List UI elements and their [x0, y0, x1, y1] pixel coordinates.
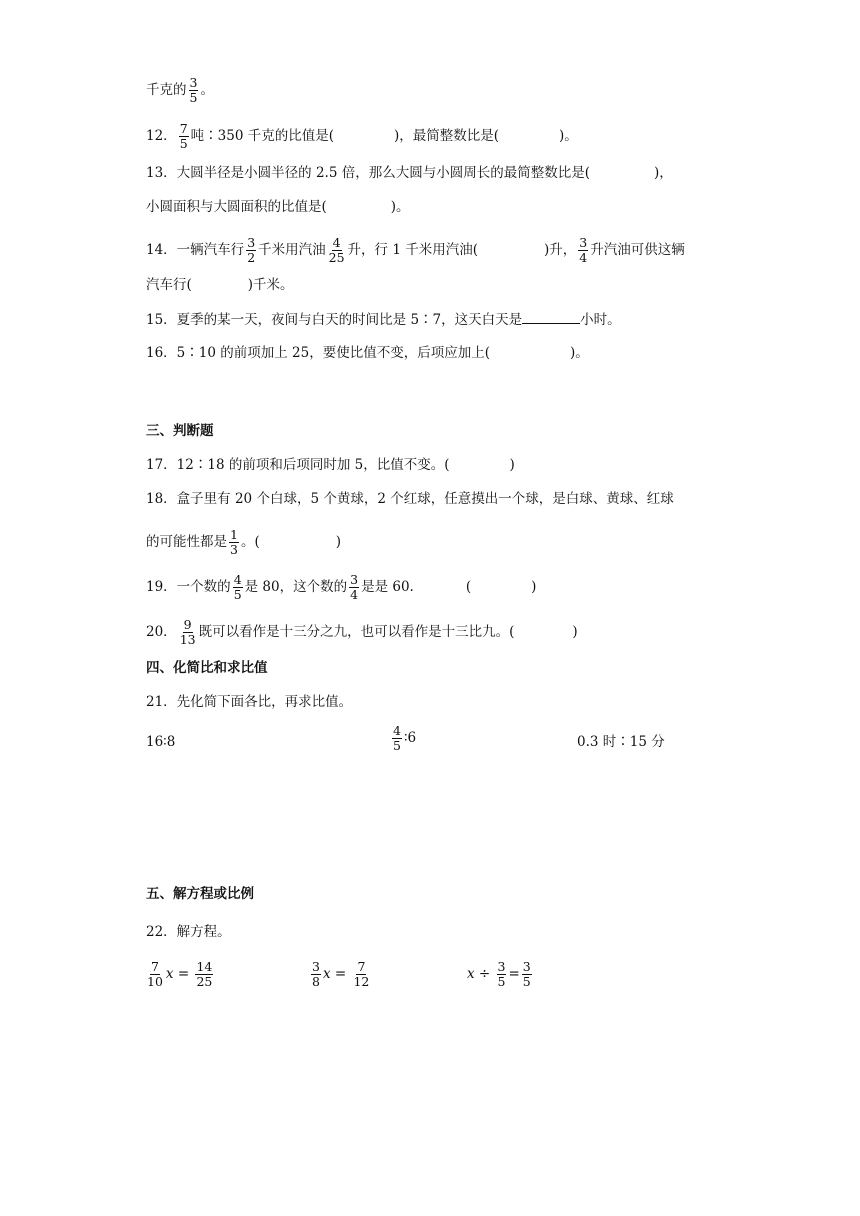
section-heading-3: 三、判断题 [146, 423, 214, 439]
question-19: 19．一个数的 $\frac{4}{5}$ 是 80，这个数的 $\frac{3}{4}$ 是是 60. ( ) [146, 572, 537, 602]
answer-underline[interactable] [522, 309, 580, 324]
question-15: 15．夏季的某一天，夜间与白天的时间比是 5∶7，这天白天是 小时。 [146, 309, 621, 330]
question-16: 16．5∶10 的前项加上 25，要使比值不变，后项应加上( )。 [146, 345, 589, 361]
fraction: $\frac{3}{4}$ [579, 235, 588, 265]
question-18-line2: 的可能性都是 $\frac{1}{3}$ 。( ) [146, 527, 342, 557]
ratio-item-2: $\frac{4}{5}$ ∶6 [393, 723, 417, 753]
question-21-prompt: 21．先化简下面各比，再求比值。 [146, 694, 353, 710]
question-14-line1: 14．一辆汽车行 $\frac{3}{2}$ 千米用汽油 $\frac{4}{25}$ 升，行 1 千米用汽油( )升， $\frac{3}{4}$ 升汽油可供这辆 [146, 235, 685, 265]
question-13-line2: 小圆面积与大圆面积的比值是( )。 [146, 199, 410, 215]
fraction: $\frac{9}{13}$ [179, 617, 196, 647]
fraction: $\frac{3}{4}$ [350, 572, 359, 602]
fraction: $\frac{3}{8}$ [312, 959, 320, 989]
q11-tail: 千克的 $\frac{3}{5}$ 。 [146, 75, 214, 105]
equation-2: $\frac{3}{8}$ x = $\frac{7}{12}$ [312, 959, 370, 989]
fraction: $\frac{14}{25}$ [196, 959, 213, 989]
ratio-item-3: 0.3 时∶15 分 [577, 734, 665, 750]
equation-3: x ÷ $\frac{3}{5}$ = $\frac{3}{5}$ [467, 959, 531, 989]
question-13-line1: 13．大圆半径是小圆半径的 2.5 倍，那么大圆与小圆周长的最简整数比是( )， [146, 165, 673, 181]
question-18-line1: 18．盒子里有 20 个白球，5 个黄球，2 个红球，任意摸出一个球，是白球、黄球、红球 [146, 491, 674, 507]
fraction: $\frac{4}{25}$ [328, 235, 345, 265]
fraction: $\frac{3}{2}$ [247, 235, 256, 265]
fraction: $\frac{3}{5}$ [189, 75, 198, 105]
equation-1: $\frac{7}{10}$ x = $\frac{14}{25}$ [147, 959, 213, 989]
ratio-item-1: 16∶8 [146, 734, 176, 750]
fraction: $\frac{1}{3}$ [230, 527, 238, 557]
fraction: $\frac{3}{5}$ [522, 959, 531, 989]
fraction: $\frac{4}{5}$ [233, 572, 242, 602]
question-17: 17．12∶18 的前项和后项同时加 5，比值不变。( ) [146, 457, 515, 473]
section-heading-4: 四、化简比和求比值 [146, 660, 268, 676]
question-20: 20． $\frac{9}{13}$ 既可以看作是十三分之九，也可以看作是十三比九。( ) [146, 617, 578, 647]
fraction: $\frac{7}{12}$ [353, 959, 370, 989]
question-14-line2: 汽车行( )千米。 [146, 277, 294, 293]
section-heading-5: 五、解方程或比例 [146, 886, 254, 902]
question-22-prompt: 22．解方程。 [146, 924, 231, 940]
question-12: 12． $\frac{7}{5}$ 吨∶350 千克的比值是( )，最简整数比是( )。 [146, 121, 578, 151]
fraction: $\frac{7}{5}$ [179, 121, 188, 151]
fraction: $\frac{4}{5}$ [393, 723, 401, 753]
fraction: $\frac{3}{5}$ [497, 959, 506, 989]
fraction: $\frac{7}{10}$ [147, 959, 163, 989]
